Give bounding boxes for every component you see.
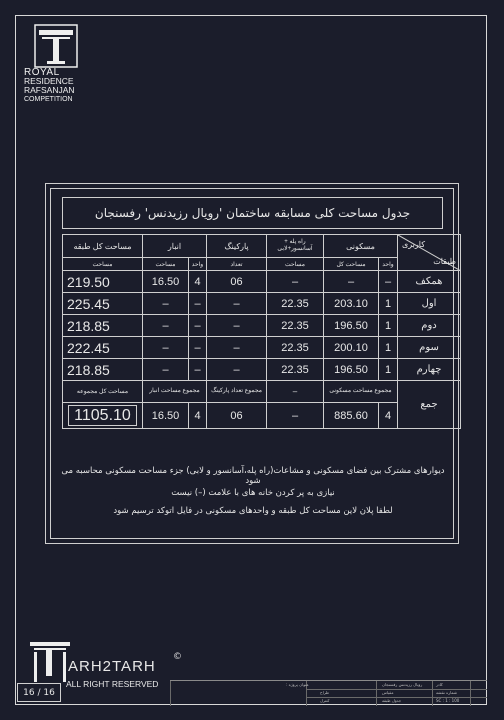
row-label: اول bbox=[398, 293, 461, 315]
cell-res-area: 196.50 bbox=[324, 359, 379, 381]
row-label: چهارم bbox=[398, 359, 461, 381]
note-2: نیازی به پر کردن خانه های با علامت (–) نیست bbox=[171, 488, 335, 498]
cell-stair: 22.35 bbox=[267, 359, 324, 381]
cell-res-count: 1 bbox=[379, 293, 398, 315]
note-1: دیوارهای مشترک بین فضای مسکونی و مشاعات(راه پله،آسانسور و لابی) جزء مساحت مسکونی محاسبه می شود bbox=[61, 466, 445, 486]
strip-project-label: عنوان پروژه : bbox=[286, 682, 309, 687]
header-total-area: مساحت bbox=[63, 258, 143, 271]
cell-storage-area: 16.50 bbox=[143, 271, 189, 293]
sum-stair: – bbox=[267, 403, 324, 429]
strip-project-name: رویال رزیدنس رفسنجان bbox=[382, 682, 423, 687]
cell-total: 218.85 bbox=[63, 315, 143, 337]
cell-res-count: 1 bbox=[379, 315, 398, 337]
logo-line-residence: RESIDENCE bbox=[24, 76, 74, 86]
page-number: 16 / 16 bbox=[17, 683, 61, 702]
strip-frame: کادر bbox=[436, 682, 443, 687]
cell-parking: – bbox=[207, 315, 267, 337]
copyright-icon: © bbox=[173, 652, 182, 662]
cell-parking: – bbox=[207, 359, 267, 381]
sum-label: جمع bbox=[398, 381, 461, 429]
brand-rights: ALL RIGHT RESERVED bbox=[66, 679, 159, 689]
strip-scale-value: SC : 1 : 100 bbox=[436, 698, 460, 703]
competition-logo bbox=[24, 24, 90, 104]
strip-designer: طراح bbox=[320, 690, 330, 695]
strip-scale: مقیاس bbox=[382, 690, 394, 695]
note-3: لطفا پلان لاین مساحت کل طبقه و واحدهای مسکونی در فایل اتوکد ترسیم شود bbox=[113, 506, 393, 516]
header-res-count: واحد bbox=[379, 258, 398, 271]
cell-storage-area: – bbox=[143, 337, 189, 359]
strip-control: کنترل bbox=[320, 698, 330, 703]
header-storage-area: مساحت bbox=[143, 258, 189, 271]
pillar-logo-icon bbox=[34, 24, 78, 68]
header-residential: مسکونی bbox=[324, 235, 398, 258]
row-label: همکف bbox=[398, 271, 461, 293]
title-block bbox=[170, 680, 487, 706]
cell-storage-count: – bbox=[189, 337, 207, 359]
cell-storage-area: – bbox=[143, 293, 189, 315]
header-stair: راه پله + آسانسور+لابی bbox=[267, 235, 324, 258]
sum-header-storage: مجموع مساحت انبار bbox=[143, 381, 207, 403]
cell-total: 222.45 bbox=[63, 337, 143, 359]
header-storage: انبار bbox=[143, 235, 207, 258]
logo-line-competition: COMPETITION bbox=[24, 96, 73, 103]
cell-parking: – bbox=[207, 337, 267, 359]
cell-total: 218.85 bbox=[63, 359, 143, 381]
header-total: مساحت کل طبقه bbox=[63, 235, 143, 258]
cell-res-count: 1 bbox=[379, 337, 398, 359]
sum-total: 1105.10 bbox=[68, 405, 137, 426]
cell-storage-count: – bbox=[189, 293, 207, 315]
sum-storage-count: 4 bbox=[189, 403, 207, 429]
strip-sheet-number: شماره نقشه bbox=[436, 690, 458, 695]
cell-storage-area: – bbox=[143, 359, 189, 381]
table-row bbox=[63, 359, 461, 381]
cell-total: 219.50 bbox=[63, 271, 143, 293]
header-usage: کاربری bbox=[402, 240, 426, 249]
cell-res-area: 203.10 bbox=[324, 293, 379, 315]
sum-header-res: مجموع مساحت مسکونی bbox=[324, 381, 398, 403]
header-stair-area: مساحت bbox=[267, 258, 324, 271]
sum-header-parking: مجموع تعداد پارکینگ bbox=[207, 381, 267, 403]
sum-parking: 06 bbox=[207, 403, 267, 429]
sum-header-stair: – bbox=[267, 381, 324, 403]
header-parking: پارکینگ bbox=[207, 235, 267, 258]
sum-total-cell bbox=[63, 403, 143, 429]
cell-parking: – bbox=[207, 293, 267, 315]
cell-storage-area: – bbox=[143, 315, 189, 337]
logo-line-royal: ROYAL bbox=[24, 67, 60, 78]
table-row bbox=[63, 315, 461, 337]
cell-storage-count: – bbox=[189, 359, 207, 381]
table-row bbox=[63, 337, 461, 359]
cell-res-count: 1 bbox=[379, 359, 398, 381]
cell-res-area: 196.50 bbox=[324, 315, 379, 337]
cell-total: 225.45 bbox=[63, 293, 143, 315]
row-label: دوم bbox=[398, 315, 461, 337]
sum-storage-area: 16.50 bbox=[143, 403, 189, 429]
sum-header-total: مساحت کل مجموعه bbox=[63, 381, 143, 403]
cell-storage-count: 4 bbox=[189, 271, 207, 293]
table-title: جدول مساحت کلی مسابقه ساختمان 'رویال رزیدنس' رفسنجان bbox=[62, 197, 443, 229]
cell-stair: 22.35 bbox=[267, 315, 324, 337]
header-storage-count: واحد bbox=[189, 258, 207, 271]
area-table bbox=[62, 234, 461, 429]
brand-name: ARH2TARH bbox=[68, 658, 156, 675]
cell-parking: 06 bbox=[207, 271, 267, 293]
row-label: سوم bbox=[398, 337, 461, 359]
cell-stair: 22.35 bbox=[267, 293, 324, 315]
cell-stair: – bbox=[267, 271, 324, 293]
header-usage-floors bbox=[398, 235, 461, 271]
cell-res-area: – bbox=[324, 271, 379, 293]
cell-storage-count: – bbox=[189, 315, 207, 337]
table-row bbox=[63, 293, 461, 315]
cell-res-count: – bbox=[379, 271, 398, 293]
sum-res-area: 885.60 bbox=[324, 403, 379, 429]
strip-sheet-title: جدول طبقه bbox=[382, 698, 402, 703]
header-parking-count: تعداد bbox=[207, 258, 267, 271]
cell-res-area: 200.10 bbox=[324, 337, 379, 359]
cell-stair: 22.35 bbox=[267, 337, 324, 359]
logo-line-rafsanjan: RAFSANJAN bbox=[24, 85, 75, 95]
table-row bbox=[63, 271, 461, 293]
header-res-area: مساحت کل bbox=[324, 258, 379, 271]
sum-res-count: 4 bbox=[379, 403, 398, 429]
header-floors: طبقات bbox=[433, 257, 456, 266]
